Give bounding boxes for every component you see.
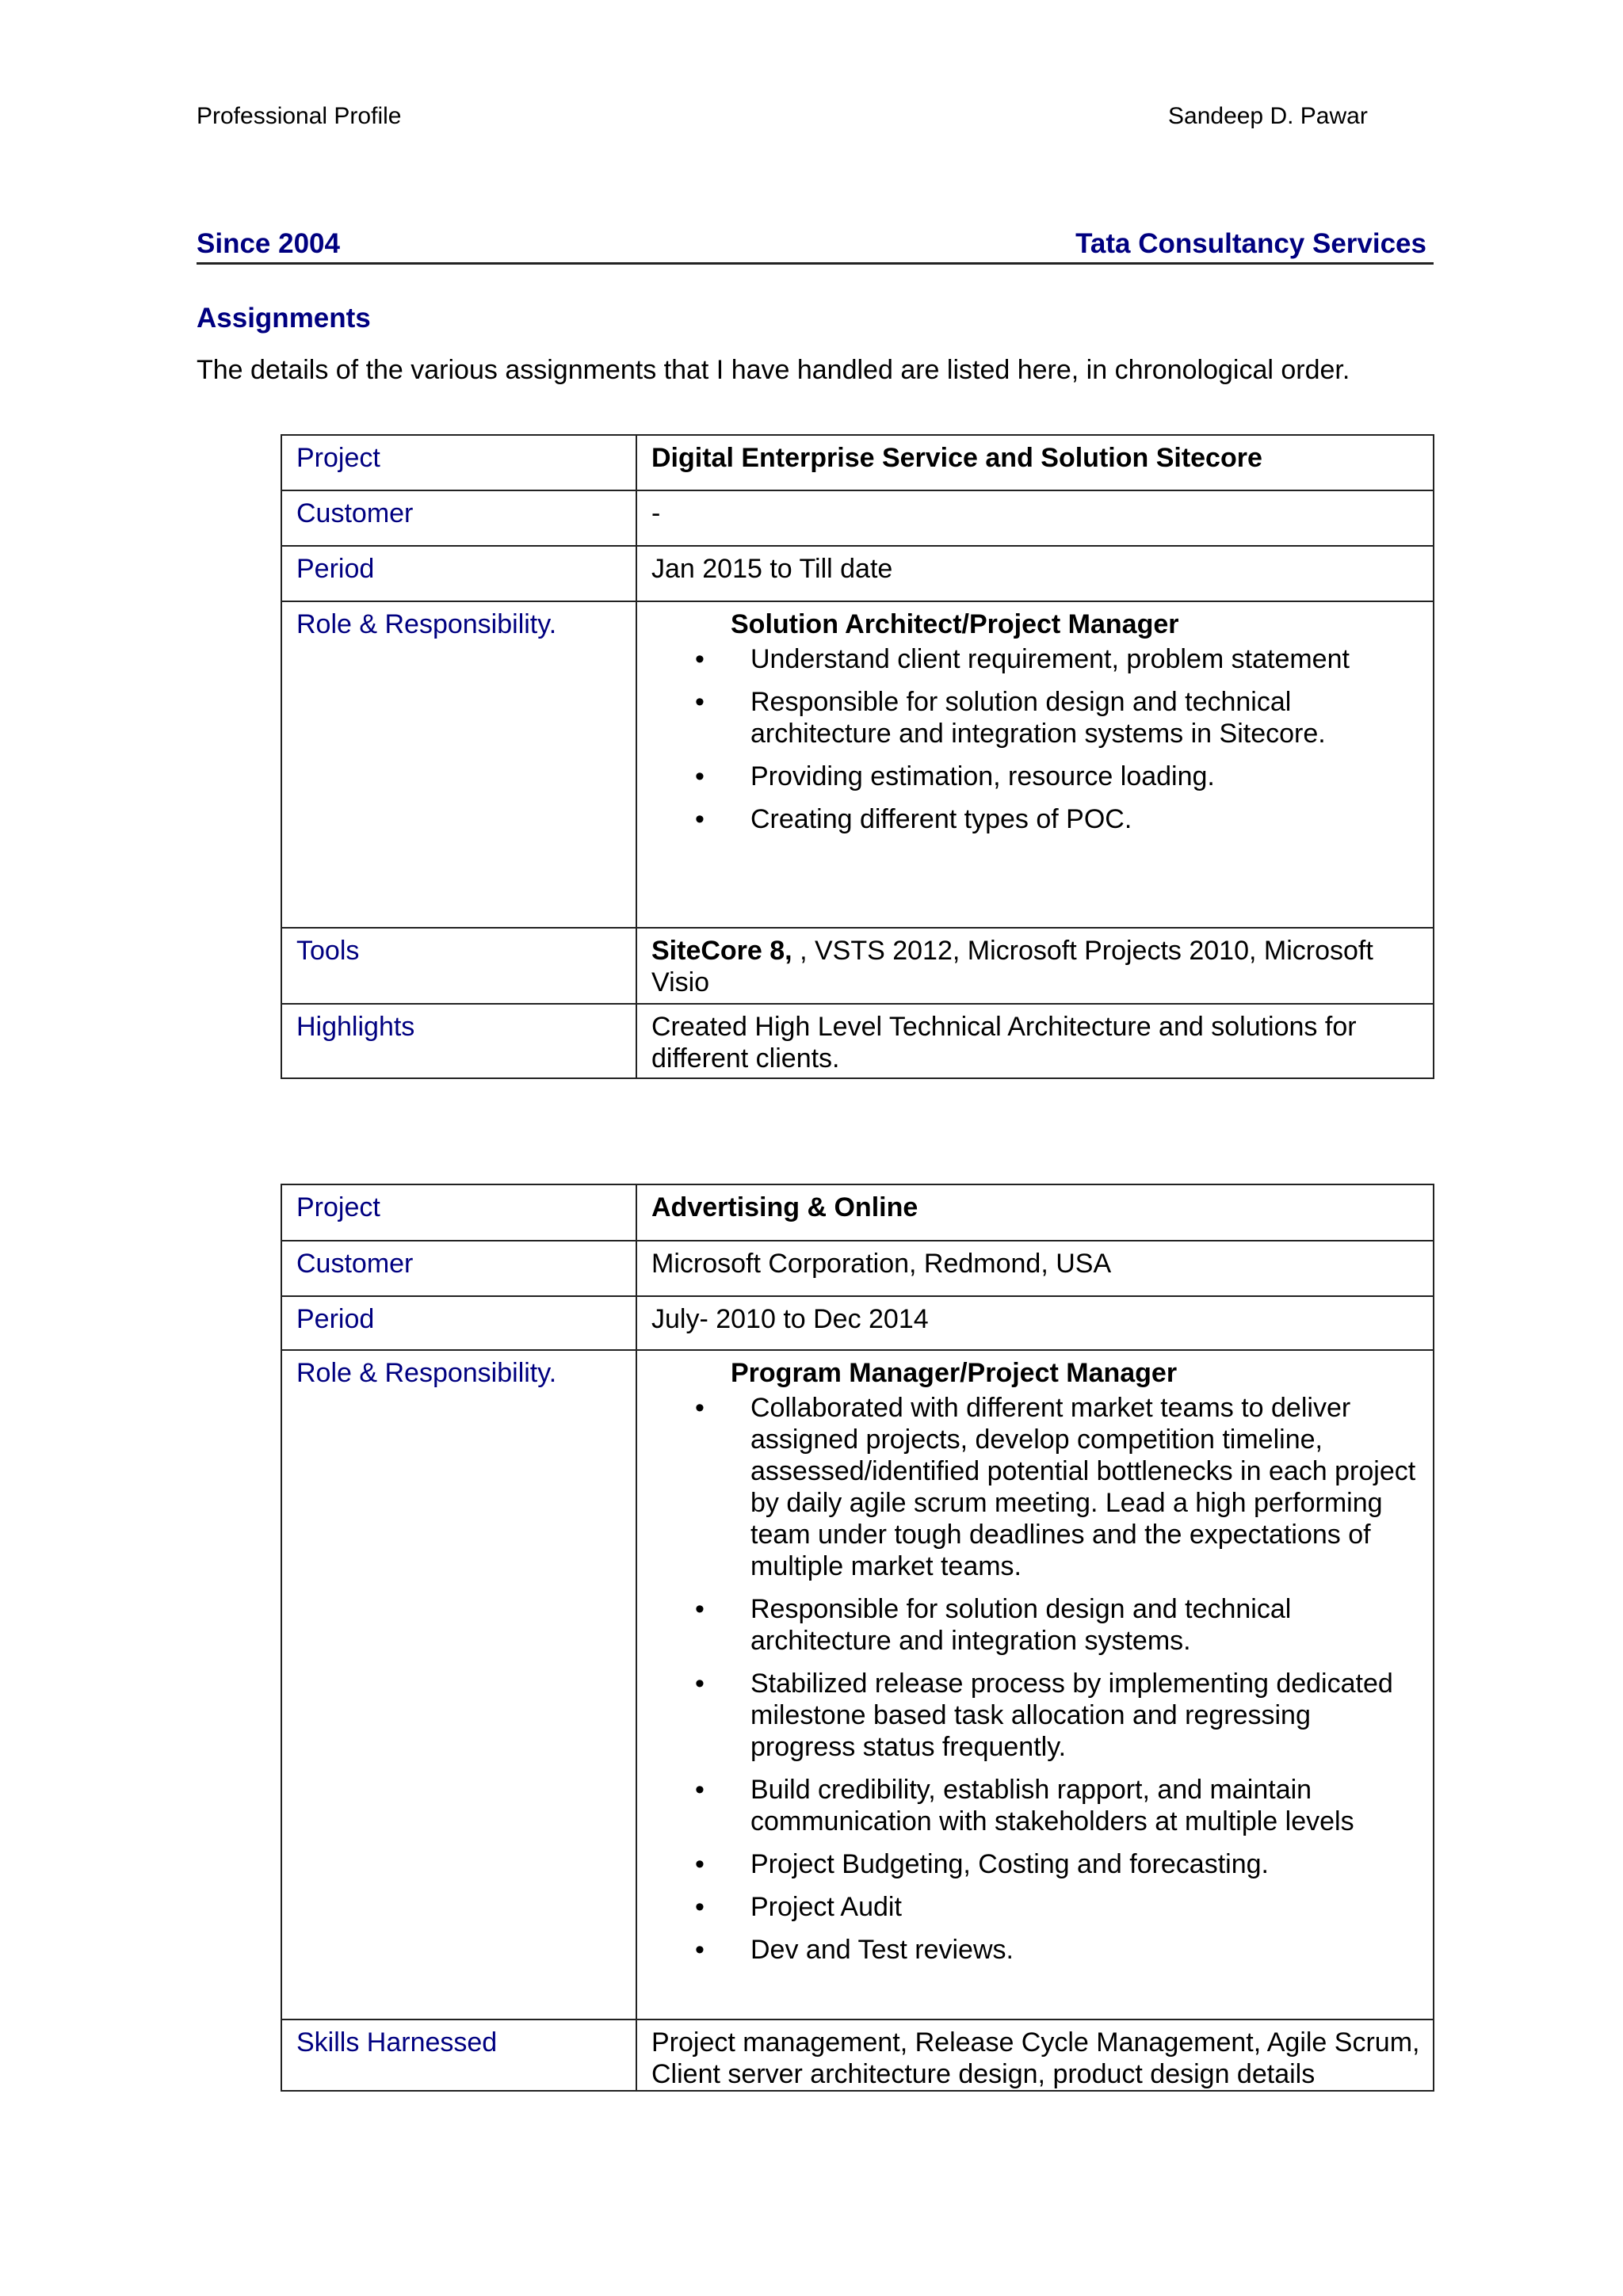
period-value: July- 2010 to Dec 2014 bbox=[636, 1296, 1434, 1350]
responsibility-list bbox=[651, 1392, 1420, 1966]
header-left: Professional Profile bbox=[197, 103, 402, 129]
assignment-table-1 bbox=[281, 434, 1434, 1079]
table-row bbox=[281, 1350, 1434, 2019]
company-name: Tata Consultancy Services bbox=[1075, 228, 1426, 259]
role-cell bbox=[636, 1350, 1434, 2019]
responsibility-list bbox=[651, 643, 1420, 835]
list-item: • Responsible for solution design and technical architecture and integration systems in Sitecore. bbox=[750, 686, 1420, 749]
customer-value: - bbox=[636, 490, 1434, 546]
highlights-value: Created High Level Technical Architecture and solutions for different clients. bbox=[636, 1004, 1434, 1078]
list-item: • Dev and Test reviews. bbox=[750, 1934, 1420, 1966]
skills-value: Project management, Release Cycle Management, Agile Scrum, Client server architecture design, product design details bbox=[636, 2019, 1434, 2091]
table-row bbox=[281, 1184, 1434, 1241]
list-item: • Build credibility, establish rapport, and maintain communication with stakeholders at multiple levels bbox=[750, 1774, 1420, 1837]
tools-rest: , VSTS 2012, Microsoft Projects 2010, Microsoft Visio bbox=[651, 936, 1373, 997]
assignments-heading: Assignments bbox=[197, 303, 371, 334]
section-divider bbox=[197, 262, 1434, 265]
label-role: Role & Responsibility. bbox=[281, 1350, 636, 2019]
table-row bbox=[281, 1296, 1434, 1350]
label-role: Role & Responsibility. bbox=[281, 601, 636, 928]
label-tools: Tools bbox=[281, 928, 636, 1004]
tools-value bbox=[636, 928, 1434, 1004]
role-title: Solution Architect/Project Manager bbox=[731, 609, 1179, 639]
role-cell bbox=[636, 601, 1434, 928]
table-row bbox=[281, 928, 1434, 1004]
period-value: Jan 2015 to Till date bbox=[636, 546, 1434, 601]
role-title: Program Manager/Project Manager bbox=[731, 1358, 1178, 1388]
label-skills: Skills Harnessed bbox=[281, 2019, 636, 2091]
list-item: • Stabilized release process by implementing dedicated milestone based task allocation and regressing progress status frequently. bbox=[750, 1668, 1420, 1763]
project-name: Advertising & Online bbox=[636, 1184, 1434, 1241]
table-row bbox=[281, 546, 1434, 601]
list-item: • Providing estimation, resource loading. bbox=[750, 761, 1420, 792]
table-row bbox=[281, 601, 1434, 928]
list-item: • Project Audit bbox=[750, 1891, 1420, 1923]
label-period: Period bbox=[281, 1296, 636, 1350]
label-period: Period bbox=[281, 546, 636, 601]
project-name: Digital Enterprise Service and Solution Sitecore bbox=[636, 435, 1434, 490]
list-item: • Responsible for solution design and technical architecture and integration systems. bbox=[750, 1593, 1420, 1657]
since-year: Since 2004 bbox=[197, 228, 340, 259]
label-project: Project bbox=[281, 435, 636, 490]
table-row bbox=[281, 2019, 1434, 2091]
header-right: Sandeep D. Pawar bbox=[1168, 103, 1368, 129]
list-item: • Creating different types of POC. bbox=[750, 803, 1420, 835]
table-row bbox=[281, 1241, 1434, 1296]
table-row bbox=[281, 1004, 1434, 1078]
table-row bbox=[281, 490, 1434, 546]
assignment-table-2 bbox=[281, 1184, 1434, 2092]
list-item: • Collaborated with different market teams to deliver assigned projects, develop competition timeline, assessed/identified potential bottlenecks in each project by daily agile scrum meeting. Lead a high performing team under tough deadlines and the expectations of multiple market teams. bbox=[750, 1392, 1420, 1582]
label-customer: Customer bbox=[281, 490, 636, 546]
list-item: • Project Budgeting, Costing and forecasting. bbox=[750, 1848, 1420, 1880]
tools-primary: SiteCore 8, bbox=[651, 936, 792, 966]
list-item: • Understand client requirement, problem statement bbox=[750, 643, 1420, 675]
label-project: Project bbox=[281, 1184, 636, 1241]
label-highlights: Highlights bbox=[281, 1004, 636, 1078]
assignments-intro: The details of the various assignments that I have handled are listed here, in chronological order. bbox=[197, 355, 1350, 385]
label-customer: Customer bbox=[281, 1241, 636, 1296]
table-row bbox=[281, 435, 1434, 490]
customer-value: Microsoft Corporation, Redmond, USA bbox=[636, 1241, 1434, 1296]
